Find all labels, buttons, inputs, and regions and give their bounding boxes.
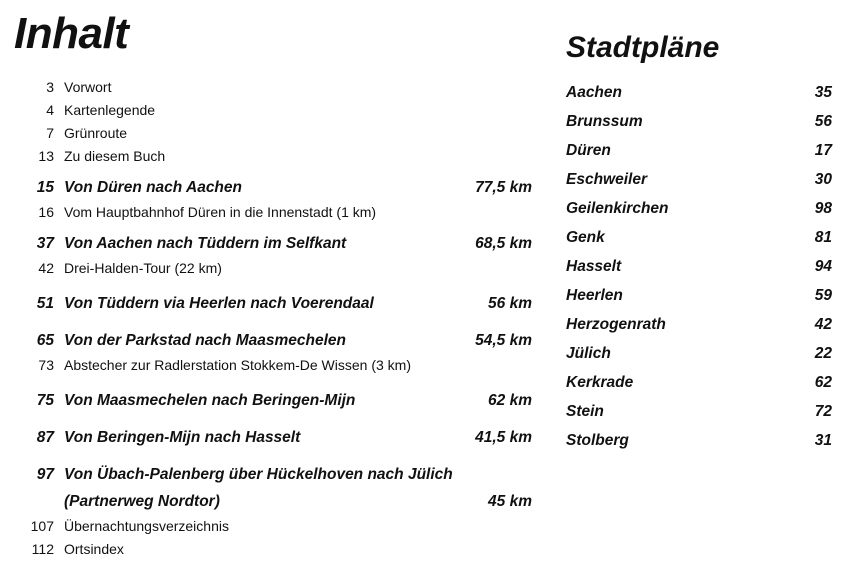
page-number: 56	[814, 113, 832, 130]
page-number: 98	[814, 200, 832, 217]
route-distance: 54,5 km	[475, 332, 532, 349]
entry-label: Kartenlegende	[64, 102, 156, 118]
route-label-line2: (Partnerweg Nordtor)	[64, 493, 220, 510]
city-name: Eschweiler	[566, 171, 647, 188]
page-number: 37	[36, 235, 54, 252]
page-number: 97	[36, 466, 54, 483]
page-number: 87	[36, 429, 54, 446]
toc-entry-uebernachtung[interactable]	[0, 515, 540, 538]
city-entry[interactable]	[566, 426, 832, 455]
city-entry[interactable]	[566, 223, 832, 252]
route-distance: 56 km	[488, 295, 532, 312]
page-number: 112	[31, 541, 54, 557]
city-entry[interactable]	[566, 252, 832, 281]
route-distance: 45 km	[488, 493, 532, 510]
sub-entry[interactable]	[0, 354, 540, 377]
entry-label: Vorwort	[64, 79, 112, 95]
page-number: 81	[814, 229, 832, 246]
city-name: Genk	[566, 229, 605, 246]
route-label: Von der Parkstad nach Maasmechelen	[64, 332, 346, 349]
city-entry[interactable]	[566, 194, 832, 223]
city-name: Jülich	[566, 345, 611, 362]
route-entry[interactable]	[0, 461, 540, 488]
city-entry[interactable]	[566, 339, 832, 368]
city-name: Herzogenrath	[566, 316, 666, 333]
page-number: 62	[814, 374, 832, 391]
city-name: Aachen	[566, 84, 622, 101]
route-label: Von Düren nach Aachen	[64, 179, 242, 196]
page-number: 72	[814, 403, 832, 420]
city-name: Brunssum	[566, 113, 643, 130]
page-number: 3	[46, 79, 54, 95]
sub-entry[interactable]	[0, 257, 540, 280]
city-name: Kerkrade	[566, 374, 634, 391]
city-entry[interactable]	[566, 136, 832, 165]
page-number: 65	[36, 332, 54, 349]
city-maps-title: Stadtpläne	[566, 31, 720, 64]
entry-label: Abstecher zur Radlerstation Stokkem-De Wissen (3 km)	[64, 357, 411, 373]
route-label: Von Beringen-Mijn nach Hasselt	[64, 429, 301, 446]
page-title: Inhalt	[14, 9, 129, 58]
city-entry[interactable]	[566, 107, 832, 136]
route-distance: 68,5 km	[475, 235, 532, 252]
route-distance: 77,5 km	[475, 179, 532, 196]
city-entry[interactable]	[566, 78, 832, 107]
toc-entry-ortsindex[interactable]	[0, 538, 540, 561]
route-label: Von Übach-Palenberg über Hückelhoven nach Jülich	[64, 466, 453, 483]
route-entry[interactable]	[0, 327, 540, 354]
page-number: 94	[814, 258, 832, 275]
city-list	[566, 78, 832, 455]
route-entry[interactable]	[0, 424, 540, 451]
page-number: 42	[38, 260, 54, 276]
page-number: 35	[814, 84, 832, 101]
page-number: 16	[38, 204, 54, 220]
route-entry[interactable]	[0, 230, 540, 257]
page-number: 51	[36, 295, 54, 312]
city-entry[interactable]	[566, 368, 832, 397]
page-number: 7	[46, 125, 54, 141]
route-entry-continued[interactable]	[0, 488, 540, 515]
page-number: 75	[36, 392, 54, 409]
city-name: Heerlen	[566, 287, 623, 304]
city-name: Stolberg	[566, 432, 629, 449]
city-name: Geilenkirchen	[566, 200, 669, 217]
entry-label: Vom Hauptbahnhof Düren in die Innenstadt (1 km)	[64, 204, 377, 220]
page-number: 59	[814, 287, 832, 304]
page-number: 107	[30, 518, 54, 534]
page-number: 42	[814, 316, 832, 333]
entry-label: Grünroute	[64, 125, 128, 141]
city-entry[interactable]	[566, 165, 832, 194]
entry-label: Drei-Halden-Tour (22 km)	[64, 260, 222, 276]
entry-label: Ortsindex	[64, 541, 124, 557]
toc-entry-vorwort[interactable]	[0, 76, 540, 99]
page-number: 30	[814, 171, 832, 188]
toc-entry-kartenlegende[interactable]	[0, 99, 540, 122]
page-number: 13	[38, 148, 54, 164]
page-number: 15	[36, 179, 54, 196]
page-number: 17	[814, 142, 832, 159]
toc-list	[0, 76, 540, 561]
route-distance: 41,5 km	[475, 429, 532, 446]
toc-entry-zu-diesem-buch[interactable]	[0, 145, 540, 168]
route-label: Von Maasmechelen nach Beringen-Mijn	[64, 392, 356, 409]
route-entry[interactable]	[0, 174, 540, 201]
route-label: Von Tüddern via Heerlen nach Voerendaal	[64, 295, 374, 312]
city-name: Hasselt	[566, 258, 622, 275]
entry-label: Zu diesem Buch	[64, 148, 166, 164]
city-entry[interactable]	[566, 397, 832, 426]
page-number: 22	[814, 345, 832, 362]
toc-entry-gruenroute[interactable]	[0, 122, 540, 145]
route-entry[interactable]	[0, 387, 540, 414]
route-distance: 62 km	[488, 392, 532, 409]
city-name: Stein	[566, 403, 604, 420]
page-number: 31	[814, 432, 832, 449]
route-entry[interactable]	[0, 290, 540, 317]
page-number: 4	[46, 102, 54, 118]
city-name: Düren	[566, 142, 611, 159]
city-maps-section	[566, 28, 832, 455]
sub-entry[interactable]	[0, 201, 540, 224]
page-number: 73	[38, 357, 54, 373]
city-entry[interactable]	[566, 281, 832, 310]
route-label: Von Aachen nach Tüddern im Selfkant	[64, 235, 347, 252]
entry-label: Übernachtungsverzeichnis	[64, 518, 229, 534]
city-entry[interactable]	[566, 310, 832, 339]
